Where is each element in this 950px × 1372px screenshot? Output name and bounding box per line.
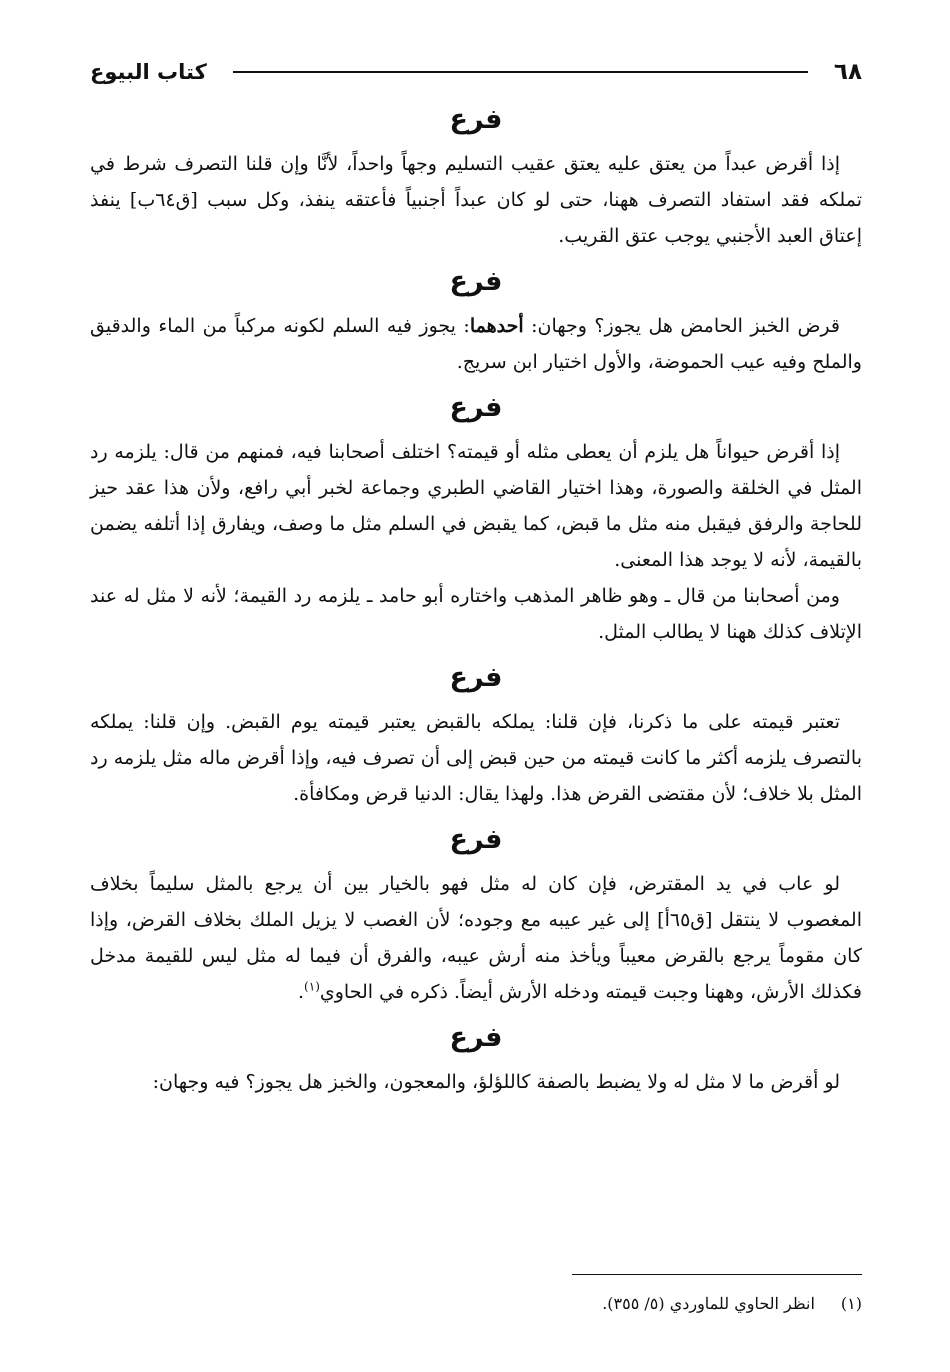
paragraph: تعتبر قيمته على ما ذكرنا، فإن قلنا: يملكه بالقبض يعتبر قيمته يوم القبض. وإن قلنا: يملكه بالتصرف يلزمه أكثر ما كانت قيمته من حين قبض إلى أن تصرف فيه، وإذا أقرض ماله مثل يلزمه رد المثل بلا خلاف؛ لأن مقتضى القرض هذا. ولهذا يقال: الدنيا قرض ومكافأة. [90, 711, 862, 805]
running-header [90, 52, 862, 92]
footnote-text: انظر الحاوي للماوردي (٥/ ٣٥٥). [602, 1294, 815, 1313]
paragraph: ومن أصحابنا من قال ـ وهو ظاهر المذهب واختاره أبو حامد ـ يلزمه رد القيمة؛ لأنه لا مثل له عند الإتلاف كذلك ههنا لا يطالب المثل. [90, 585, 862, 643]
section-heading: فرع [449, 104, 503, 135]
section-heading: فرع [449, 1022, 503, 1053]
page-number: ٦٨ [833, 59, 862, 85]
paragraph: لو عاب في يد المقترض، فإن كان له مثل فهو بالخيار بين أن يرجع بالمثل سليماً بخلاف المغصوب لا ينتقل [ق٦٥أ] إلى غير عيبه مع وجوده؛ لأن الغصب لا يزيل الملك بخلاف القرض، وإذا كان مقوماً يرجع بالقرض معيباً ويأخذ منه أرش عيبه، والفرق أن فيما له مثل ليس للقيمة مدخل فكذلك الأرش، وههنا وجبت قيمته ودخله الأرش أيضاً. ذكره في الحاوي$^{(١)}$. [90, 873, 862, 1003]
section-heading: فرع [449, 662, 503, 693]
footnote-rule [572, 1274, 862, 1275]
footnote-reference: (١) [304, 979, 320, 994]
paragraph: قرض الخبز الحامض هل يجوز؟ وجهان: أحدهما: يجوز فيه السلم لكونه مركباً من الماء والدقيق والملح وفيه عيب الحموضة، والأول اختيار ابن سريج. [90, 315, 862, 373]
section-heading: فرع [449, 392, 503, 423]
page [90, 52, 862, 1352]
section [90, 658, 862, 812]
paragraph: إذا أقرض حيواناً هل يلزم أن يعطى مثله أو قيمته؟ اختلف أصحابنا فيه، فمنهم من قال: يلزمه رد المثل في الخلقة والصورة، وهذا اختيار القاضي الطبري وجماعة لخبر أبي رافع، ولأن هذا عقد حيز للحاجة والرفق فيقبل منه مثل ما قبض، كما يقبض في السلم مثل ما وصف، ويفارق إذا أتلفه يضمن بالقيمة، لأنه لا يوجد هذا المعنى. [90, 441, 862, 571]
bold-term: أحدهما [469, 315, 524, 337]
section-heading: فرع [449, 266, 503, 297]
section-heading: فرع [449, 824, 503, 855]
sections-container [90, 100, 862, 1100]
footnote-marker: (١) [840, 1294, 862, 1313]
paragraph: لو أقرض ما لا مثل له ولا يضبط بالصفة كاللؤلؤ، والمعجون، والخبز هل يجوز؟ فيه وجهان: [152, 1071, 840, 1093]
section [90, 388, 862, 650]
header-rule [233, 71, 808, 73]
section [90, 1018, 862, 1100]
section [90, 262, 862, 380]
section [90, 820, 862, 1010]
book-title: كتاب البيوع [90, 60, 207, 84]
section [90, 100, 862, 254]
paragraph: إذا أقرض عبداً من يعتق عليه يعتق عقيب التسليم وجهاً واحداً، لأنَّا وإن قلنا التصرف شرط في تملكه فقد استفاد التصرف ههنا، حتى لو كان عبداً أجنبياً فأعتقه ينفذ، وكل سبب [ق٦٤ب] ينفذ إعتاق العبد الأجنبي يوجب عتق القريب. [90, 153, 862, 247]
footnote [602, 1292, 862, 1316]
